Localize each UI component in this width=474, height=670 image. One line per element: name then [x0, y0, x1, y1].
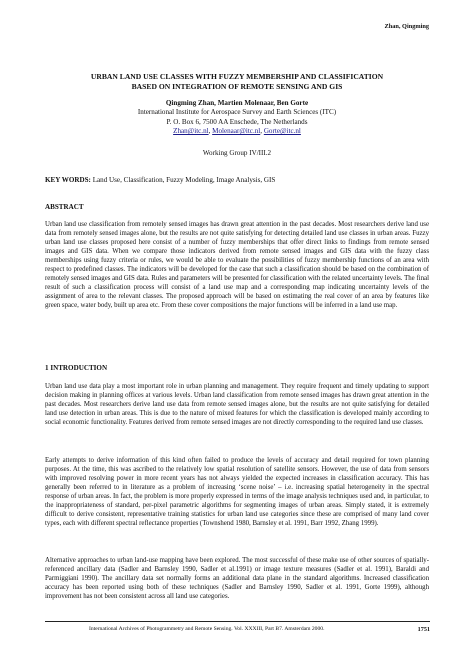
paper-title [45, 72, 429, 92]
email-link-zhan[interactable]: Zhan@itc.nl [173, 126, 209, 135]
title-line-2: BASED ON INTEGRATION OF REMOTE SENSING AND GIS [131, 82, 343, 91]
page-number: 1751 [417, 626, 430, 633]
email-link-molenaar[interactable]: Molenaar@itc.nl [212, 126, 261, 135]
author-names: Qingming Zhan, Martien Molenaar, Ben Gorte [165, 99, 309, 107]
keywords-label: KEY WORDS: [45, 176, 91, 184]
working-group: Working Group IV/III.2 [202, 149, 272, 157]
author-block [45, 99, 429, 136]
footer-rule [45, 621, 430, 622]
intro-paragraph-3: Alternative approaches to urban land-use mapping have been explored. The most successful of these make use of other sources of spatially-referenced ancillary data (Sadler and Barnsley 1990, Sadler et al.1991) or image texture measures (Sadler et al. 1991), Baraldi and Parmiggiani 1990). The ancillary data set normally forms an additional data plane in the standard algorithms. Increased classification accuracy has been reported using both of these techniques (Sadler and Barnsley 1990, Sadler et al. 1991, Gorte 1999), although improvement has not been consistent across all land use categories. [45, 557, 429, 601]
keywords-text: Land Use, Classification, Fuzzy Modeling, Image Analysis, GIS [90, 176, 276, 184]
keywords [45, 176, 429, 184]
footer-citation: International Archives of Photogrammetry and Remote Sensing. Vol. XXXIII, Part B7. Amsterdam 2000. [89, 626, 325, 632]
abstract-heading: ABSTRACT [45, 203, 84, 211]
author-address: P. O. Box 6, 7500 AA Enschede, The Netherlands [166, 117, 308, 126]
intro-paragraph-1: Urban land use data play a most important role in urban planning and management. They require frequent and timely updating to support decision making in planning offices at various levels. Urban land classification from remote sensed images has drawn great attention in the past decades. Most researchers derive land use data from remote sensed images alone, but the results are not quite satisfying for detailed land use detection in urban areas. This is due to the nature of mixed features for which the classification is developed mainly according to social economic functionality. Features derived from remote sensed images are not directly corresponding to the required land use classes. [45, 383, 429, 427]
running-head: Zhan, Qingming [384, 23, 429, 30]
introduction-heading: 1 INTRODUCTION [45, 364, 108, 372]
email-link-gorte[interactable]: Gorte@itc.nl [263, 126, 301, 135]
abstract-text: Urban land use classification from remotely sensed images has drawn great attention in the past decades. Most researchers derive land use data from remotely sensed images alone, but the results are not quite satisfying for detecting detailed land use classes in urban areas. Fuzzy urban land use classes proposed here consist of a number of fuzzy memberships that offer direct links to findings from remote sensed images and GIS data. When we compare those indicators derived from remote sensed images and GIS data with the fuzzy class memberships using fuzzy criteria or rules, we would be able to evaluate the possibilities of fuzzy membership functions of an area with respect to predefined classes. The indicators will be developed for the case that such a classification should be based on the combination of remotely sensed images and GIS data. Rules and parameters will be presented for classification with the related uncertainty levels. The final result of such a classification process will consist of a land use map and a corresponding map indicating uncertainty levels of the assignment of area to the relevant classes. The proposed approach will be based on estimating the real cover of an area by features like green space, water body, built up area etc. From these cover compositions the major functions will be inferred in a land use map. [45, 221, 429, 310]
intro-paragraph-2: Early attempts to derive information of this kind often failed to produce the levels of accuracy and detail required for town planning purposes. At the time, this was ascribed to the relatively low spatial resolution of satellite sensors. However, the use of data from sensors with improved resolving power in more recent years has not always yielded the expected increases in classification accuracy. This has generally been referred to in literature as a problem of increasing ‘scene noise’ – i.e. increasing spatial heterogeneity in the spectral response of urban areas. In fact, the problem is more properly expressed in terms of the image analysis techniques used and, in particular, to the inappropriateness of standard, per-pixel parametric algorithms for segmenting images of urban areas. Simply stated, it is extremely difficult to derive consistent, representative training statistics for urban land use categories since these are comprised of many land cover types, each with different spectral reflectance properties (Townshend 1980, Barnsley et al. 1991, Barr 1992, Zhang 1999). [45, 457, 429, 528]
author-emails: Zhan@itc.nl, Molenaar@itc.nl, Gorte@itc.nl [173, 126, 301, 135]
title-line-1: URBAN LAND USE CLASSES WITH FUZZY MEMBERSHIP AND CLASSIFICATION [90, 72, 384, 81]
author-affiliation: International Institute for Aerospace Survey and Earth Sciences (ITC) [137, 108, 337, 117]
